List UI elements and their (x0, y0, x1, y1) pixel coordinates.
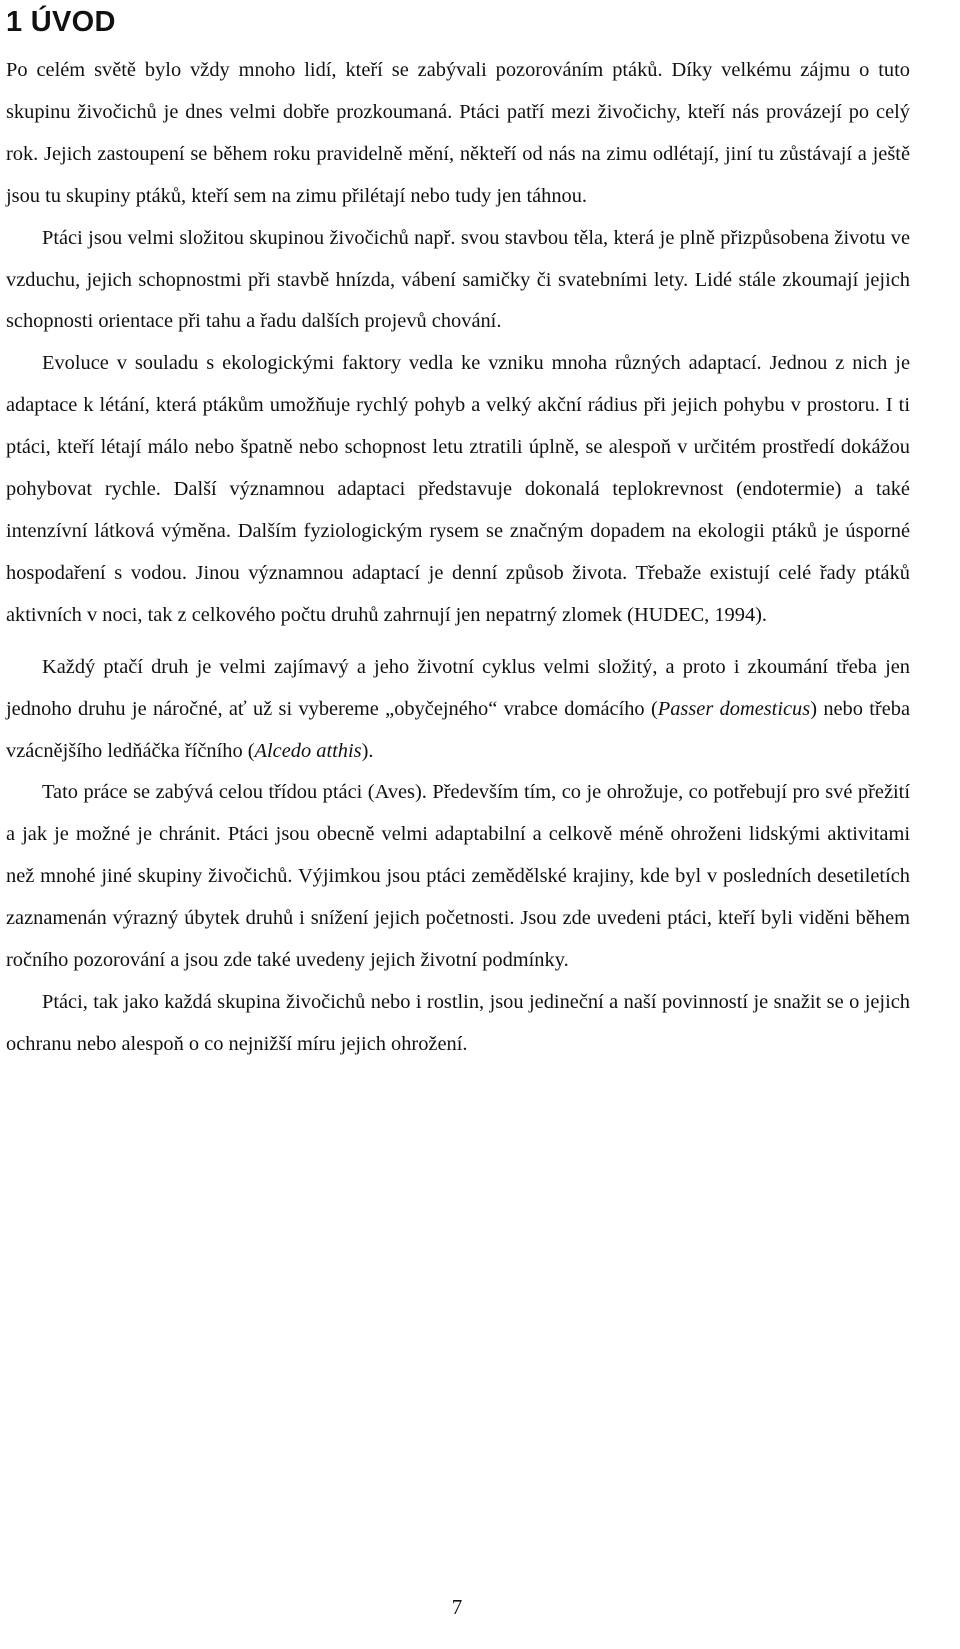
paragraph (6, 647, 910, 773)
paragraph-text: Ptáci jsou velmi složitou skupinou živočichů např. svou stavbou těla, která je plně přizpůsobena životu ve vzduchu, jejich schopnostmi při stavbě hnízda, vábení samičky či svatebními lety. Lidé stále zkoumají jejich schopnosti orientace při tahu a řadu dalších projevů chování. (6, 226, 910, 333)
paragraph-text: Tato práce se zabývá celou třídou ptáci (Aves). Především tím, co je ohrožuje, co potřebují pro své přežití a jak je možné je chránit. Ptáci jsou obecně velmi adaptabilní a celkově méně ohroženi lidskými aktivitami než mnohé jiné skupiny živočichů. Výjimkou jsou ptáci zemědělské krajiny, kde byl v posledních desetiletích zaznamenán výrazný úbytek druhů i snížení jejich početnosti. Jsou zde uvedeni ptáci, kteří byli viděni během ročního pozorování a jsou zde také uvedeny jejich životní podmínky. (6, 781, 910, 972)
paragraph (6, 343, 910, 636)
page-number: 7 (451, 1595, 463, 1619)
paragraph-text: Ptáci, tak jako každá skupina živočichů nebo i rostlin, jsou jedineční a naší povinností je snažit se o jejich ochranu nebo alespoň o co nejnižší míru jejich ohrožení. (6, 990, 910, 1055)
paragraph-text: ) nebo třeba vzácnějšího ledňáčka říčního ( (6, 697, 911, 762)
italic-species-name: Passer domesticus (657, 697, 811, 720)
italic-species-name: Alcedo atthis (254, 739, 362, 762)
paragraph-text: Evoluce v souladu s ekologickými faktory vedla ke vzniku mnoha různých adaptací. Jednou z nich je adaptace k létání, která ptákům umožňuje rychlý pohyb a velký akční rádius při jejich pohybu v prostoru. I ti ptáci, kteří létají málo nebo špatně nebo schopnost letu ztratili úplně, se alespoň v určitém prostředí dokážou pohybovat rychle. Další významnou adaptaci představuje dokonalá teplokrevnost (endotermie) a také intenzívní látková výměna. Dalším fyziologickým rysem se značným dopadem na ekologii ptáků je úsporné hospodaření s vodou. Jinou významnou adaptací je denní způsob života. Třebaže existují celé řady ptáků aktivních v noci, tak z celkového počtu druhů zahrnují jen nepatrný zlomek (HUDEC, 1994). (6, 352, 910, 626)
paragraph-text: ). (361, 739, 374, 762)
chapter-heading: 1 ÚVOD (6, 6, 116, 38)
paragraph (6, 772, 910, 982)
paragraph-text: Po celém světě bylo vždy mnoho lidí, kteří se zabývali pozorováním ptáků. Díky velkému zájmu o tuto skupinu živočichů je dnes velmi dobře prozkoumaná. Ptáci patří mezi živočichy, kteří nás provázejí po celý rok. Jejich zastoupení se během roku pravidelně mění, někteří od nás na zimu odlétají, jiní tu zůstávají a ještě jsou tu skupiny ptáků, kteří sem na zimu přilétají nebo tudy jen táhnou. (6, 59, 910, 207)
paragraph-text: Každý ptačí druh je velmi zajímavý a jeho životní cyklus velmi složitý, a proto i zkoumání třeba jen jednoho druhu je náročné, ať už si vybereme „obyčejného“ vrabce domácího ( (6, 655, 910, 720)
body-text (6, 50, 910, 1066)
paragraph (6, 218, 910, 344)
paragraph (6, 50, 910, 218)
paragraph (6, 982, 910, 1066)
